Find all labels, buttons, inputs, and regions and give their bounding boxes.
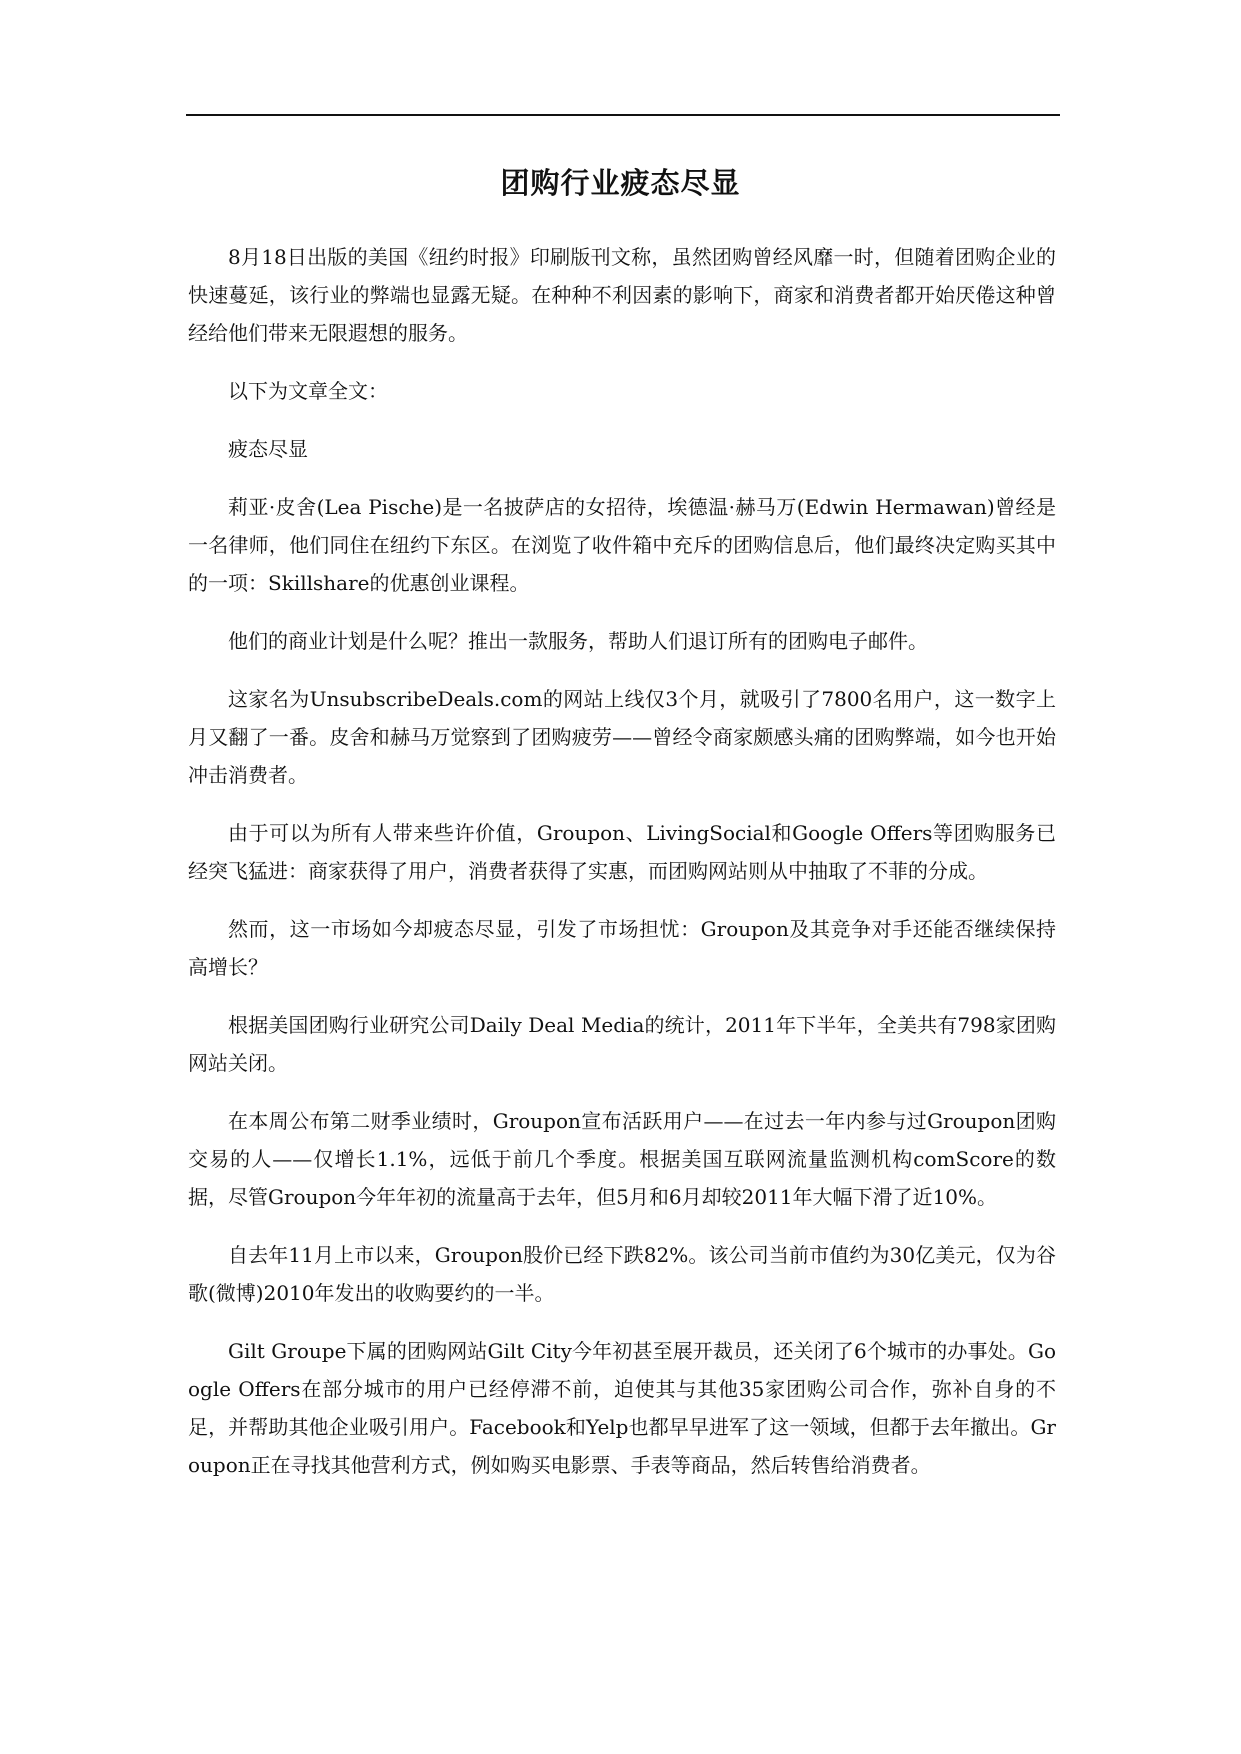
paragraph-market-concern: 然而，这一市场如今却疲态尽显，引发了市场担忧：Groupon及其竞争对手还能否继续保持高增长？ xyxy=(188,917,1056,979)
paragraph-lea-pische: 莉亚·皮舍(Lea Pische)是一名披萨店的女招待，埃德温·赫马万(Edwin Hermawan)曾经是一名律师，他们同住在纽约下东区。在浏览了收件箱中充斥的团购信息后，他们最终决定购买其中的一项：Skillshare的优惠创业课程。 xyxy=(188,495,1056,595)
article-body xyxy=(188,238,1056,1504)
paragraph-q2-results: 在本周公布第二财季业绩时，Groupon宣布活跃用户——在过去一年内参与过Groupon团购交易的人——仅增长1.1%，远低于前几个季度。根据美国互联网流量监测机构comScore的数据，尽管Groupon今年年初的流量高于去年，但5月和6月却较2011年大幅下滑了近10%。 xyxy=(188,1109,1056,1209)
paragraph-daily-deal-media: 根据美国团购行业研究公司Daily Deal Media的统计，2011年下半年，全美共有798家团购网站关闭。 xyxy=(188,1013,1056,1075)
paragraph-intro: 8月18日出版的美国《纽约时报》印刷版刊文称，虽然团购曾经风靡一时，但随着团购企业的快速蔓延，该行业的弊端也显露无疑。在种种不利因素的影响下，商家和消费者都开始厌倦这种曾经给他们带来无限遐想的服务。 xyxy=(188,245,1056,345)
paragraph-business-plan: 他们的商业计划是什么呢？推出一款服务，帮助人们退订所有的团购电子邮件。 xyxy=(228,629,928,653)
paragraph-stock-price: 自去年11月上市以来，Groupon股价已经下跌82%。该公司当前市值约为30亿美元，仅为谷歌(微博)2010年发出的收购要约的一半。 xyxy=(188,1243,1056,1305)
header-rule xyxy=(186,114,1060,116)
paragraph-fulltext-note: 以下为文章全文： xyxy=(228,379,388,403)
paragraph-unsubscribedeals: 这家名为UnsubscribeDeals.com的网站上线仅3个月，就吸引了7800名用户，这一数字上月又翻了一番。皮舍和赫马万觉察到了团购疲劳——曾经令商家颇感头痛的团购弊端，如今也开始冲击消费者。 xyxy=(188,687,1056,787)
section-heading: 疲态尽显 xyxy=(228,437,308,461)
paragraph-value: 由于可以为所有人带来些许价值，Groupon、LivingSocial和Google Offers等团购服务已经突飞猛进：商家获得了用户，消费者获得了实惠，而团购网站则从中抽取了不菲的分成。 xyxy=(188,821,1056,883)
paragraph-gilt-city: Gilt Groupe下属的团购网站Gilt City今年初甚至展开裁员，还关闭了6个城市的办事处。Google Offers在部分城市的用户已经停滞不前，迫使其与其他35家团购公司合作，弥补自身的不足，并帮助其他企业吸引用户。Facebook和Yelp也都早早进军了这一领域，但都于去年撤出。Groupon正在寻找其他营利方式，例如购买电影票、手表等商品，然后转售给消费者。 xyxy=(188,1339,1056,1477)
page-title: 团购行业疲态尽显 xyxy=(500,166,741,200)
